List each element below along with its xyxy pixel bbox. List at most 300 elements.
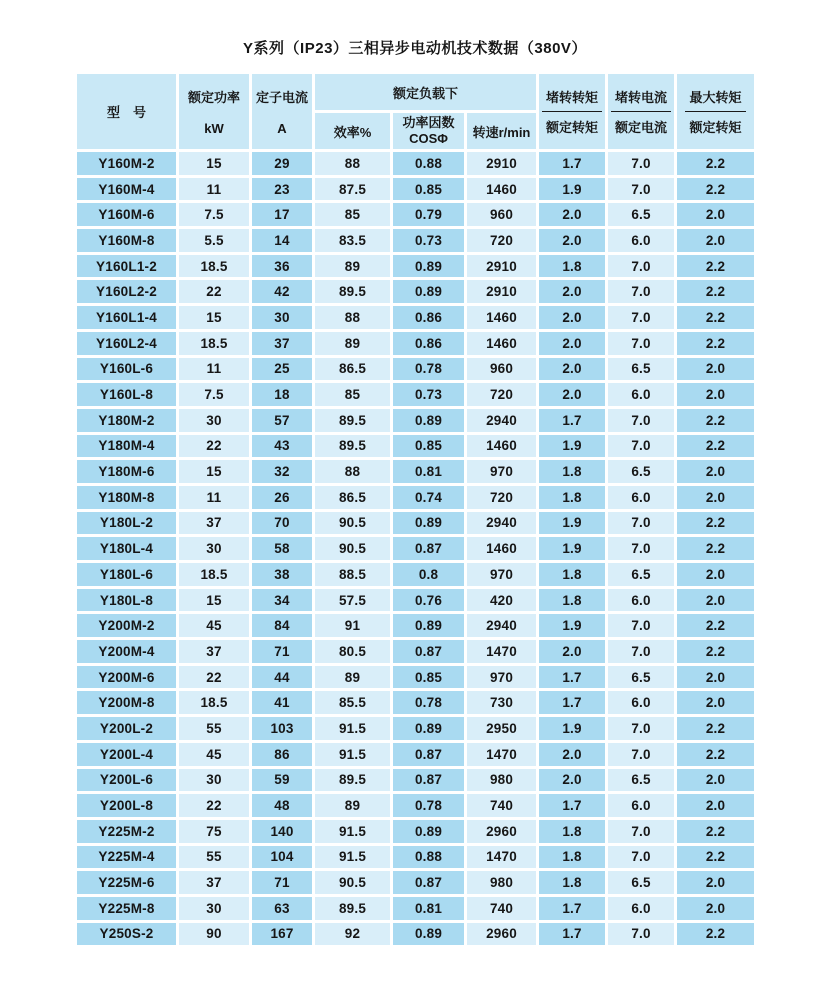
value-cell: 2.0 (539, 332, 605, 355)
value-cell: 91.5 (315, 743, 390, 766)
value-cell: 7.0 (608, 306, 674, 329)
value-cell: 11 (179, 486, 249, 509)
col-header-speed: 转速r/min (467, 113, 536, 149)
value-cell: 2.2 (677, 280, 754, 303)
value-cell: 90 (179, 923, 249, 946)
value-cell: 57 (252, 409, 312, 432)
table-row (77, 280, 754, 303)
value-cell: 103 (252, 717, 312, 740)
table-header (77, 74, 754, 149)
value-cell: 0.89 (393, 409, 464, 432)
table-row (77, 460, 754, 483)
value-cell: 18.5 (179, 563, 249, 586)
model-cell: Y160L1-2 (77, 255, 176, 278)
table-row (77, 846, 754, 869)
value-cell: 57.5 (315, 589, 390, 612)
table-row (77, 614, 754, 637)
value-cell: 970 (467, 460, 536, 483)
value-cell: 2.2 (677, 820, 754, 843)
value-cell: 730 (467, 691, 536, 714)
value-cell: 83.5 (315, 229, 390, 252)
col-header-model-label: 型 号 (106, 105, 146, 120)
value-cell: 2.2 (677, 409, 754, 432)
model-cell: Y180M-6 (77, 460, 176, 483)
value-cell: 85.5 (315, 691, 390, 714)
value-cell: 0.89 (393, 512, 464, 535)
value-cell: 90.5 (315, 512, 390, 535)
value-cell: 6.5 (608, 358, 674, 381)
value-cell: 84 (252, 614, 312, 637)
value-cell: 29 (252, 152, 312, 175)
value-cell: 91 (315, 614, 390, 637)
value-cell: 89.5 (315, 769, 390, 792)
motor-spec-table (74, 71, 757, 948)
model-cell: Y180M-2 (77, 409, 176, 432)
model-cell: Y160M-6 (77, 203, 176, 226)
value-cell: 0.86 (393, 332, 464, 355)
table-row (77, 486, 754, 509)
value-cell: 2.2 (677, 255, 754, 278)
value-cell: 2.0 (677, 358, 754, 381)
table-row (77, 358, 754, 381)
table-row (77, 820, 754, 843)
value-cell: 0.87 (393, 743, 464, 766)
value-cell: 0.87 (393, 640, 464, 663)
table-row (77, 923, 754, 946)
value-cell: 55 (179, 846, 249, 869)
value-cell: 2.2 (677, 537, 754, 560)
value-cell: 0.89 (393, 717, 464, 740)
value-cell: 0.73 (393, 383, 464, 406)
value-cell: 37 (179, 871, 249, 894)
value-cell: 7.0 (608, 820, 674, 843)
table-body (77, 152, 754, 945)
value-cell: 1460 (467, 178, 536, 201)
value-cell: 960 (467, 358, 536, 381)
value-cell: 167 (252, 923, 312, 946)
value-cell: 6.0 (608, 486, 674, 509)
value-cell: 7.0 (608, 614, 674, 637)
value-cell: 2.2 (677, 614, 754, 637)
value-cell: 1.8 (539, 460, 605, 483)
table-row (77, 178, 754, 201)
value-cell: 0.89 (393, 614, 464, 637)
value-cell: 0.87 (393, 537, 464, 560)
value-cell: 2960 (467, 820, 536, 843)
value-cell: 1.8 (539, 486, 605, 509)
table-row (77, 794, 754, 817)
value-cell: 2.0 (677, 691, 754, 714)
model-cell: Y160M-2 (77, 152, 176, 175)
value-cell: 48 (252, 794, 312, 817)
table-row (77, 563, 754, 586)
value-cell: 1.9 (539, 435, 605, 458)
value-cell: 89 (315, 794, 390, 817)
value-cell: 6.0 (608, 794, 674, 817)
value-cell: 30 (252, 306, 312, 329)
value-cell: 15 (179, 460, 249, 483)
value-cell: 0.89 (393, 280, 464, 303)
value-cell: 71 (252, 871, 312, 894)
value-cell: 0.85 (393, 666, 464, 689)
value-cell: 2.2 (677, 152, 754, 175)
value-cell: 1.7 (539, 923, 605, 946)
value-cell: 0.81 (393, 460, 464, 483)
value-cell: 0.81 (393, 897, 464, 920)
table-row (77, 537, 754, 560)
value-cell: 1.7 (539, 691, 605, 714)
value-cell: 2.0 (677, 897, 754, 920)
value-cell: 2.0 (539, 769, 605, 792)
value-cell: 30 (179, 769, 249, 792)
header-row-top (77, 74, 754, 110)
value-cell: 1.8 (539, 589, 605, 612)
value-cell: 59 (252, 769, 312, 792)
value-cell: 6.0 (608, 589, 674, 612)
value-cell: 7.0 (608, 717, 674, 740)
value-cell: 2910 (467, 280, 536, 303)
value-cell: 140 (252, 820, 312, 843)
value-cell: 37 (252, 332, 312, 355)
value-cell: 87.5 (315, 178, 390, 201)
value-cell: 91.5 (315, 717, 390, 740)
table-row (77, 229, 754, 252)
value-cell: 22 (179, 666, 249, 689)
value-cell: 80.5 (315, 640, 390, 663)
value-cell: 71 (252, 640, 312, 663)
model-cell: Y200M-6 (77, 666, 176, 689)
value-cell: 7.0 (608, 280, 674, 303)
value-cell: 17 (252, 203, 312, 226)
value-cell: 1470 (467, 846, 536, 869)
stator-current-label: 定子电流 (255, 90, 308, 105)
value-cell: 1.9 (539, 717, 605, 740)
value-cell: 91.5 (315, 846, 390, 869)
model-cell: Y200M-2 (77, 614, 176, 637)
locked-current-numerator: 堵转电流 (611, 87, 671, 112)
value-cell: 720 (467, 486, 536, 509)
page-title: Y系列（IP23）三相异步电动机技术数据（380V） (243, 40, 587, 57)
value-cell: 0.74 (393, 486, 464, 509)
value-cell: 0.73 (393, 229, 464, 252)
rated-power-label: 额定功率 (187, 90, 240, 105)
value-cell: 1.9 (539, 178, 605, 201)
value-cell: 5.5 (179, 229, 249, 252)
value-cell: 26 (252, 486, 312, 509)
value-cell: 44 (252, 666, 312, 689)
model-cell: Y250S-2 (77, 923, 176, 946)
value-cell: 2.2 (677, 923, 754, 946)
value-cell: 90.5 (315, 537, 390, 560)
value-cell: 2.0 (539, 306, 605, 329)
value-cell: 2.0 (539, 743, 605, 766)
value-cell: 1.8 (539, 255, 605, 278)
value-cell: 45 (179, 614, 249, 637)
table-row (77, 717, 754, 740)
col-header-rated-load-group: 额定负载下 (315, 74, 536, 110)
value-cell: 0.78 (393, 358, 464, 381)
model-cell: Y200M-4 (77, 640, 176, 663)
value-cell: 86 (252, 743, 312, 766)
value-cell: 7.0 (608, 152, 674, 175)
table-row (77, 152, 754, 175)
table-row (77, 512, 754, 535)
value-cell: 720 (467, 229, 536, 252)
value-cell: 6.5 (608, 563, 674, 586)
value-cell: 0.85 (393, 435, 464, 458)
model-cell: Y160L2-2 (77, 280, 176, 303)
value-cell: 2.2 (677, 512, 754, 535)
value-cell: 22 (179, 435, 249, 458)
model-cell: Y160M-8 (77, 229, 176, 252)
value-cell: 2940 (467, 409, 536, 432)
value-cell: 89.5 (315, 435, 390, 458)
value-cell: 38 (252, 563, 312, 586)
value-cell: 75 (179, 820, 249, 843)
value-cell: 2910 (467, 152, 536, 175)
model-cell: Y180L-2 (77, 512, 176, 535)
value-cell: 7.0 (608, 435, 674, 458)
value-cell: 89.5 (315, 897, 390, 920)
value-cell: 0.88 (393, 152, 464, 175)
value-cell: 7.0 (608, 923, 674, 946)
model-cell: Y200L-2 (77, 717, 176, 740)
value-cell: 70 (252, 512, 312, 535)
value-cell: 2.2 (677, 743, 754, 766)
max-torque-denominator: 额定转矩 (689, 120, 742, 135)
value-cell: 1470 (467, 743, 536, 766)
col-header-efficiency: 效率% (315, 113, 390, 149)
value-cell: 7.0 (608, 178, 674, 201)
value-cell: 22 (179, 280, 249, 303)
model-cell: Y160L1-4 (77, 306, 176, 329)
value-cell: 1.9 (539, 512, 605, 535)
value-cell: 2.0 (677, 460, 754, 483)
table-row (77, 255, 754, 278)
value-cell: 2960 (467, 923, 536, 946)
table-row (77, 435, 754, 458)
value-cell: 36 (252, 255, 312, 278)
col-header-locked-current-ratio (608, 74, 674, 149)
value-cell: 1.7 (539, 897, 605, 920)
value-cell: 7.0 (608, 512, 674, 535)
value-cell: 11 (179, 178, 249, 201)
table-row (77, 743, 754, 766)
value-cell: 1460 (467, 435, 536, 458)
value-cell: 7.0 (608, 409, 674, 432)
value-cell: 0.89 (393, 923, 464, 946)
value-cell: 0.88 (393, 846, 464, 869)
value-cell: 2.0 (539, 203, 605, 226)
value-cell: 1470 (467, 640, 536, 663)
value-cell: 6.5 (608, 203, 674, 226)
value-cell: 7.0 (608, 255, 674, 278)
value-cell: 18.5 (179, 255, 249, 278)
value-cell: 37 (179, 640, 249, 663)
value-cell: 2.0 (677, 203, 754, 226)
value-cell: 0.87 (393, 871, 464, 894)
locked-torque-denominator: 额定转矩 (545, 120, 598, 135)
value-cell: 45 (179, 743, 249, 766)
value-cell: 2.2 (677, 178, 754, 201)
value-cell: 2.0 (539, 280, 605, 303)
value-cell: 1.7 (539, 409, 605, 432)
table-row (77, 666, 754, 689)
model-cell: Y225M-4 (77, 846, 176, 869)
model-cell: Y180L-4 (77, 537, 176, 560)
col-header-model (77, 74, 176, 149)
value-cell: 420 (467, 589, 536, 612)
table-row (77, 589, 754, 612)
value-cell: 1.7 (539, 152, 605, 175)
value-cell: 2.2 (677, 846, 754, 869)
value-cell: 960 (467, 203, 536, 226)
value-cell: 1.8 (539, 871, 605, 894)
value-cell: 2.0 (677, 229, 754, 252)
col-header-power-factor (393, 113, 464, 149)
table-row (77, 897, 754, 920)
value-cell: 0.76 (393, 589, 464, 612)
value-cell: 0.85 (393, 178, 464, 201)
value-cell: 85 (315, 203, 390, 226)
value-cell: 740 (467, 794, 536, 817)
table-row (77, 383, 754, 406)
value-cell: 89 (315, 255, 390, 278)
power-factor-symbol: COSΦ (409, 131, 448, 146)
value-cell: 6.0 (608, 691, 674, 714)
value-cell: 2.2 (677, 717, 754, 740)
value-cell: 2.0 (677, 794, 754, 817)
value-cell: 0.87 (393, 769, 464, 792)
value-cell: 2940 (467, 512, 536, 535)
table-row (77, 871, 754, 894)
value-cell: 980 (467, 871, 536, 894)
value-cell: 1.8 (539, 820, 605, 843)
value-cell: 89 (315, 332, 390, 355)
value-cell: 1.9 (539, 537, 605, 560)
col-header-stator-current (252, 74, 312, 149)
value-cell: 2910 (467, 255, 536, 278)
table-row (77, 306, 754, 329)
value-cell: 86.5 (315, 358, 390, 381)
value-cell: 89.5 (315, 280, 390, 303)
value-cell: 2.2 (677, 306, 754, 329)
table-row (77, 203, 754, 226)
value-cell: 2.0 (539, 640, 605, 663)
value-cell: 7.0 (608, 640, 674, 663)
power-factor-label: 功率因数 (402, 114, 455, 130)
value-cell: 1460 (467, 332, 536, 355)
value-cell: 2.0 (677, 563, 754, 586)
value-cell: 1.7 (539, 794, 605, 817)
model-cell: Y180M-4 (77, 435, 176, 458)
value-cell: 1460 (467, 537, 536, 560)
model-cell: Y225M-6 (77, 871, 176, 894)
value-cell: 0.79 (393, 203, 464, 226)
value-cell: 2.0 (677, 769, 754, 792)
table-row (77, 332, 754, 355)
value-cell: 86.5 (315, 486, 390, 509)
value-cell: 18.5 (179, 691, 249, 714)
table-row (77, 640, 754, 663)
value-cell: 37 (179, 512, 249, 535)
value-cell: 11 (179, 358, 249, 381)
value-cell: 0.89 (393, 255, 464, 278)
col-header-rated-power (179, 74, 249, 149)
model-cell: Y180L-8 (77, 589, 176, 612)
model-cell: Y200M-8 (77, 691, 176, 714)
value-cell: 88 (315, 152, 390, 175)
value-cell: 2.2 (677, 332, 754, 355)
value-cell: 2.0 (539, 358, 605, 381)
value-cell: 58 (252, 537, 312, 560)
locked-current-denominator: 额定电流 (614, 120, 667, 135)
value-cell: 25 (252, 358, 312, 381)
value-cell: 2.0 (539, 229, 605, 252)
value-cell: 91.5 (315, 820, 390, 843)
value-cell: 6.5 (608, 871, 674, 894)
table-row (77, 691, 754, 714)
value-cell: 30 (179, 897, 249, 920)
value-cell: 89.5 (315, 409, 390, 432)
value-cell: 63 (252, 897, 312, 920)
value-cell: 2950 (467, 717, 536, 740)
col-header-max-torque-ratio (677, 74, 754, 149)
value-cell: 43 (252, 435, 312, 458)
value-cell: 970 (467, 563, 536, 586)
value-cell: 88 (315, 306, 390, 329)
value-cell: 6.5 (608, 460, 674, 483)
value-cell: 104 (252, 846, 312, 869)
value-cell: 980 (467, 769, 536, 792)
stator-current-unit: A (277, 121, 287, 136)
value-cell: 14 (252, 229, 312, 252)
value-cell: 30 (179, 537, 249, 560)
model-cell: Y200L-4 (77, 743, 176, 766)
value-cell: 1460 (467, 306, 536, 329)
value-cell: 41 (252, 691, 312, 714)
value-cell: 15 (179, 589, 249, 612)
value-cell: 2.0 (677, 383, 754, 406)
model-cell: Y180M-8 (77, 486, 176, 509)
value-cell: 2.2 (677, 640, 754, 663)
value-cell: 2940 (467, 614, 536, 637)
value-cell: 6.0 (608, 229, 674, 252)
value-cell: 720 (467, 383, 536, 406)
value-cell: 1.8 (539, 846, 605, 869)
value-cell: 42 (252, 280, 312, 303)
model-cell: Y225M-2 (77, 820, 176, 843)
value-cell: 18 (252, 383, 312, 406)
value-cell: 7.5 (179, 203, 249, 226)
value-cell: 15 (179, 152, 249, 175)
model-cell: Y160L-8 (77, 383, 176, 406)
value-cell: 2.2 (677, 435, 754, 458)
value-cell: 6.0 (608, 897, 674, 920)
value-cell: 88 (315, 460, 390, 483)
model-cell: Y200L-8 (77, 794, 176, 817)
value-cell: 22 (179, 794, 249, 817)
value-cell: 0.78 (393, 691, 464, 714)
value-cell: 2.0 (539, 383, 605, 406)
model-cell: Y160L2-4 (77, 332, 176, 355)
value-cell: 89 (315, 666, 390, 689)
col-header-locked-torque-ratio (539, 74, 605, 149)
model-cell: Y200L-6 (77, 769, 176, 792)
model-cell: Y180L-6 (77, 563, 176, 586)
value-cell: 7.0 (608, 743, 674, 766)
value-cell: 2.0 (677, 666, 754, 689)
